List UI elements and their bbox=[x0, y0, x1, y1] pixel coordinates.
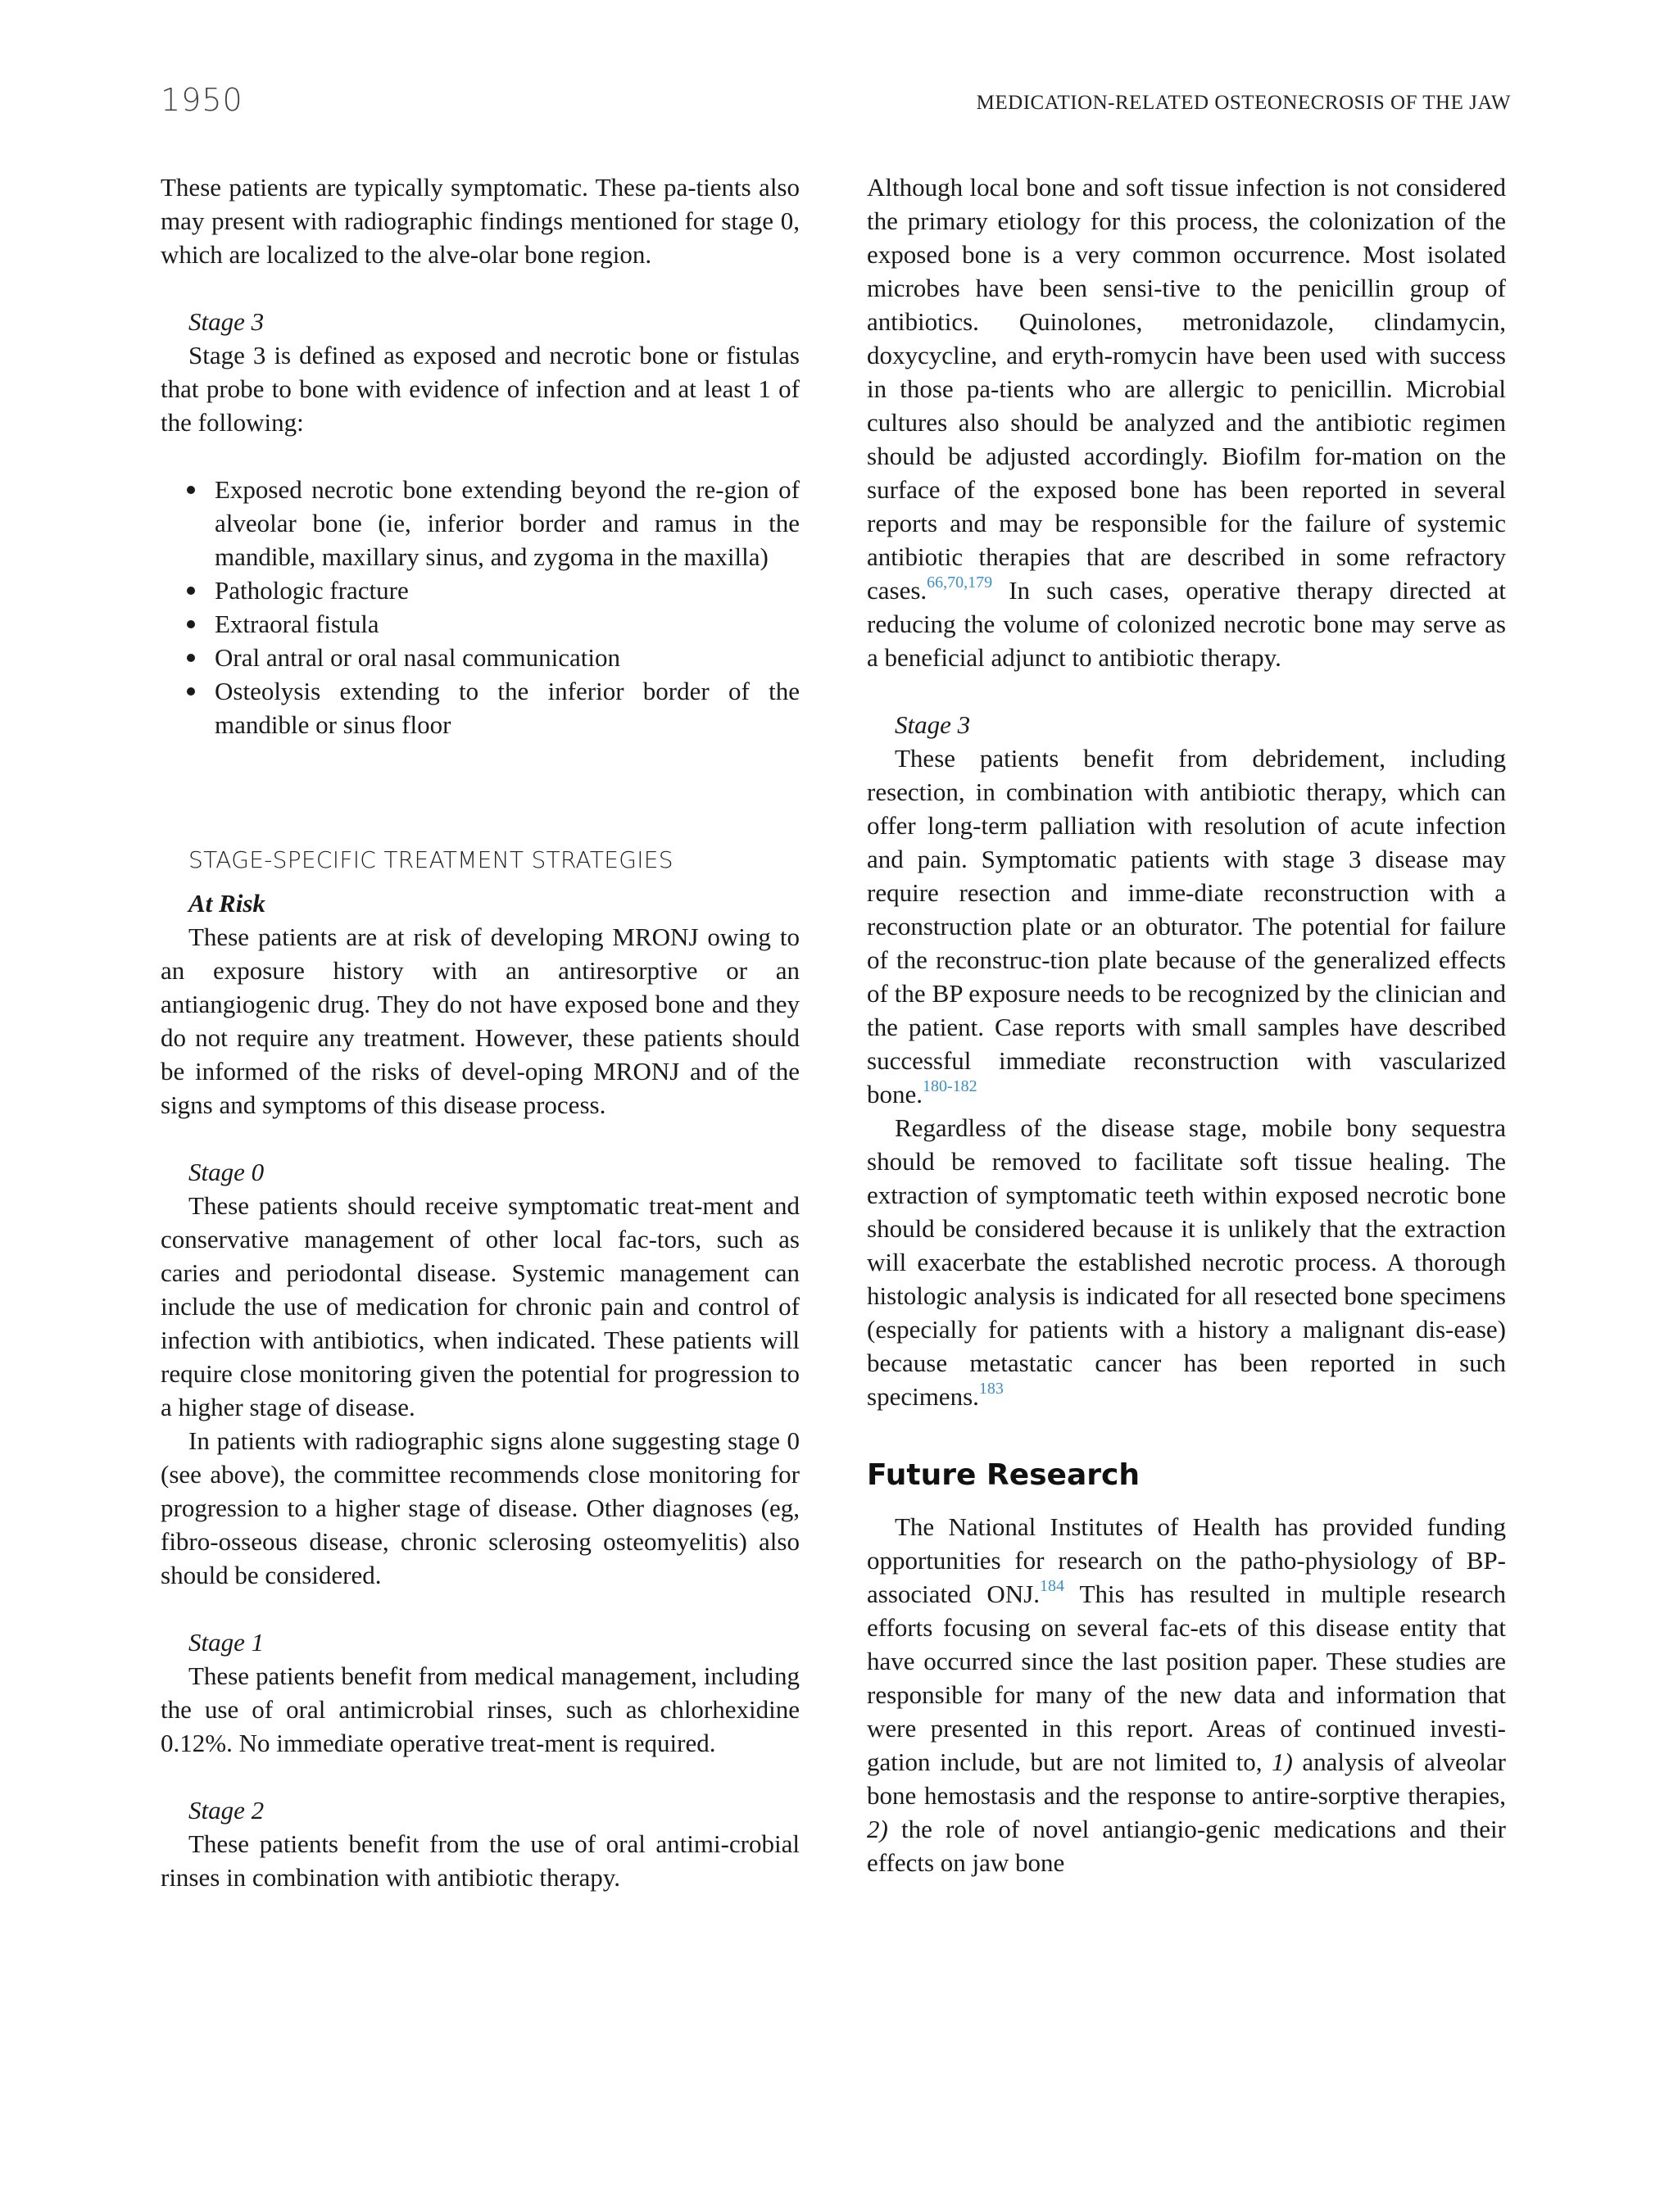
paragraph: These patients should receive symptomatic treat-ment and conservative management of other local fac-tors, such as caries and periodontal disease. Systemic management can include the use of medication for chronic pain and control of infection with antibiotics, when indicated. These patients will require close monitoring given the potential for progression to a higher stage of disease. bbox=[161, 1191, 800, 1421]
paragraph: In patients with radiographic signs alone suggesting stage 0 (see above), the committee recommends close monitoring for progression to a higher stage of disease. Other diagnoses (eg, fibro-osseous disease, chronic sclerosing osteomyelitis) also should be considered. bbox=[161, 1426, 800, 1589]
bullet-icon bbox=[187, 587, 195, 595]
paragraph: These patients benefit from medical management, including the use of oral antimicrobial rinses, such as chlorhexidine 0.12%. No immediate operative treat-ment is required. bbox=[161, 1661, 800, 1757]
paragraph: These patients benefit from debridement, including resection, in combination with antibiotic therapy, which can offer long-term palliation with resolution of acute infection and pain. Symptomatic patients with stage 3 disease may require resection and imme-diate reconstruction with a reconstruction plate or an obturator. The potential for failure of the reconstruc-tion plate because of the generalized effects of the BP exposure needs to be recognized by the clinician and the patient. Case reports with small samples have described successful immediate reconstruction with vascularized bone.$^{180-182}$ bbox=[867, 744, 1506, 1108]
paragraph: Although local bone and soft tissue infection is not considered the primary etiology for this process, the colonization of the exposed bone is a very common occurrence. Most isolated microbes have been sensi-tive to the penicillin group of antibiotics. Quinolones, metronidazole, clindamycin, doxycycline, and eryth-romycin have been used with success in those pa-tients who are allergic to penicillin. Microbial cultures also should be analyzed and the antibiotic regimen should be adjusted accordingly. Biofilm for-mation on the surface of the exposed bone has been reported in several reports and may be responsible for the failure of systemic antibiotic therapies that are described in some refractory cases.$^{66,70,179}$ In such cases, operative therapy directed at reducing the volume of colonized necrotic bone may serve as a beneficial adjunct to antibiotic therapy. bbox=[867, 173, 1506, 672]
paragraph: These patients are typically symptomatic. These pa-tients also may present with radiographic findings mentioned for stage 0, which are localized to the alve-olar bone region. bbox=[161, 173, 800, 269]
left-column bbox=[161, 170, 800, 1894]
list-item: Extraoral fistula bbox=[161, 607, 800, 641]
stage-2-heading: Stage 2 bbox=[188, 1796, 265, 1824]
paragraph: These patients benefit from the use of oral antimi-crobial rinses in combination with antibiotic therapy. bbox=[161, 1829, 800, 1892]
list-item: Oral antral or oral nasal communication bbox=[161, 641, 800, 674]
citation-link[interactable]: 66,70,179 bbox=[927, 573, 993, 592]
list-item: Pathologic fracture bbox=[161, 573, 800, 607]
citation-link[interactable]: 183 bbox=[978, 1380, 1004, 1398]
list-item: Exposed necrotic bone extending beyond the re-gion of alveolar bone (ie, inferior border and ramus in the mandible, maxillary sinus, and zygoma in the maxilla) bbox=[161, 473, 800, 573]
bullet-icon bbox=[187, 620, 195, 628]
list-item: Osteolysis extending to the inferior border of the mandible or sinus floor bbox=[161, 674, 800, 741]
stage-3-heading: Stage 3 bbox=[895, 710, 971, 739]
page-number: 1950 bbox=[161, 82, 243, 118]
stage-1-heading: Stage 1 bbox=[188, 1628, 265, 1657]
section-title: STAGE-SPECIFIC TREATMENT STRATEGIES bbox=[188, 846, 673, 873]
at-risk-heading: At Risk bbox=[188, 889, 265, 918]
paragraph: The National Institutes of Health has provided funding opportunities for research on the patho-physiology of BP-associated ONJ.$^{184}$ This has resulted in multiple research efforts focusing on several fac-ets of this disease entity that have occurred since the last position paper. These studies are responsible for many of the new data and information that were presented in this report. Areas of continued investi-gation include, but are not limited to, 1) analysis of alveolar bone hemostasis and the response to antire-sorptive therapies, 2) the role of novel antiangio-genic medications and their effects on jaw bone bbox=[867, 1512, 1507, 1877]
future-research-heading: Future Research bbox=[867, 1458, 1140, 1492]
running-head: MEDICATION-RELATED OSTEONECROSIS OF THE JAW bbox=[976, 92, 1511, 114]
paragraph: Stage 3 is defined as exposed and necrotic bone or fistulas that probe to bone with evidence of infection and at least 1 of the following: bbox=[161, 341, 800, 437]
bullet-icon bbox=[187, 654, 195, 662]
stage-0-heading: Stage 0 bbox=[188, 1158, 265, 1186]
stage-3-heading: Stage 3 bbox=[188, 307, 265, 336]
paragraph: These patients are at risk of developing MRONJ owing to an exposure history with an antiresorptive or an antiangiogenic drug. They do not have exposed bone and they do not require any treatment. However, these patients should be informed of the risks of devel-oping MRONJ and of the signs and symptoms of this disease process. bbox=[161, 922, 800, 1119]
citation-link[interactable]: 180-182 bbox=[923, 1077, 977, 1095]
right-column bbox=[867, 170, 1506, 1879]
citation-link[interactable]: 184 bbox=[1040, 1577, 1065, 1595]
paragraph: Regardless of the disease stage, mobile bony sequestra should be removed to facilitate soft tissue healing. The extraction of symptomatic teeth within exposed necrotic bone should be considered because it is unlikely that the extraction will exacerbate the established necrotic process. A thorough histologic analysis is indicated for all resected bone specimens (especially for patients with a history a malignant dis-ease) because metastatic cancer has been reported in such specimens.$^{183}$ bbox=[867, 1113, 1506, 1411]
bullet-icon bbox=[187, 486, 195, 494]
bullet-list bbox=[161, 473, 800, 741]
bullet-icon bbox=[187, 687, 195, 696]
